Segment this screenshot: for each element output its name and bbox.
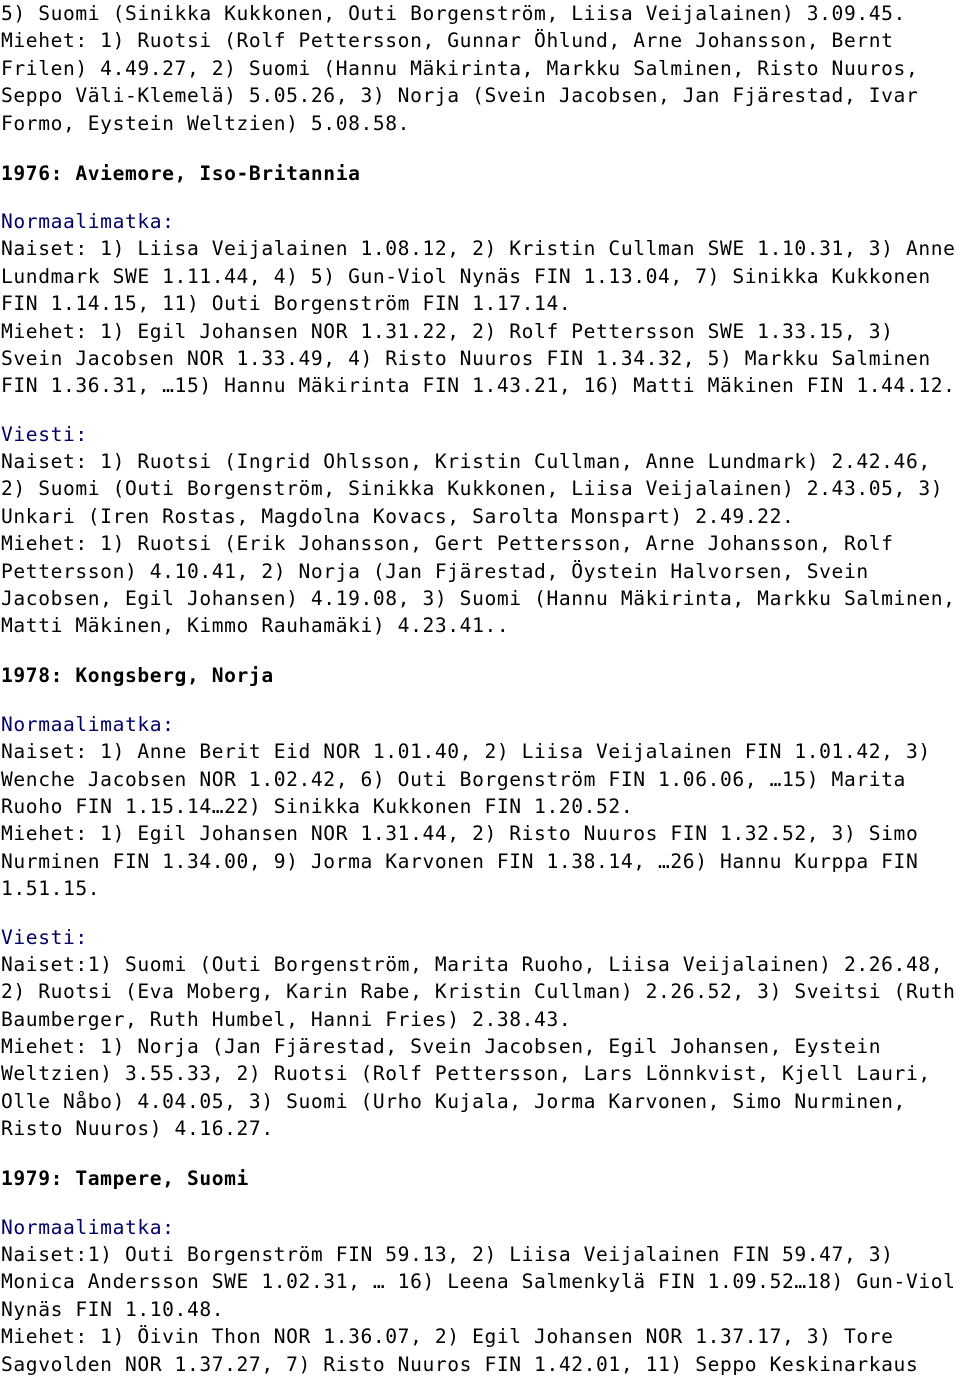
normal-distance-label: Normaalimatka: bbox=[1, 1215, 175, 1239]
text-line: 1.51.15. bbox=[1, 877, 101, 901]
previous-relay-results bbox=[1, 0, 960, 137]
text-line: FIN 1.14.15, 11) Outi Borgenström FIN 1.17.14. bbox=[1, 292, 572, 316]
text-line: FIN 1.36.31, …15) Hannu Mäkirinta FIN 1.43.21, 16) Matti Mäkinen FIN 1.44.12. bbox=[1, 374, 956, 398]
championship-1976 bbox=[1, 160, 960, 640]
text-line: Sagvolden NOR 1.37.27, 7) Risto Nuuros FIN 1.42.01, 11) Seppo Keskinarkaus bbox=[1, 1352, 919, 1376]
text-line: 2) Suomi (Outi Borgenström, Sinikka Kukkonen, Liisa Veijalainen) 2.43.05, 3) bbox=[1, 477, 944, 501]
text-line: Nynäs FIN 1.10.48. bbox=[1, 1297, 225, 1321]
text-line: Naiset:1) Suomi (Outi Borgenström, Marita Ruoho, Liisa Veijalainen) 2.26.48, bbox=[1, 952, 944, 976]
normal-distance-label: Normaalimatka: bbox=[1, 209, 175, 233]
text-line: Risto Nuuros) 4.16.27. bbox=[1, 1117, 274, 1141]
year-heading: 1976: Aviemore, Iso-Britannia bbox=[1, 161, 361, 185]
text-line: Naiset: 1) Anne Berit Eid NOR 1.01.40, 2) Liisa Veijalainen FIN 1.01.42, 3) bbox=[1, 740, 931, 764]
text-line: Naiset: 1) Liisa Veijalainen 1.08.12, 2) Kristin Cullman SWE 1.10.31, 3) Anne bbox=[1, 237, 956, 261]
text-line: Matti Mäkinen, Kimmo Rauhamäki) 4.23.41.. bbox=[1, 614, 510, 638]
text-line: Lundmark SWE 1.11.44, 4) 5) Gun-Viol Nynäs FIN 1.13.04, 7) Sinikka Kukkonen bbox=[1, 264, 931, 288]
relay-label: Viesti: bbox=[1, 422, 88, 446]
text-line: Nurminen FIN 1.34.00, 9) Jorma Karvonen FIN 1.38.14, …26) Hannu Kurppa FIN bbox=[1, 849, 919, 873]
text-line: Svein Jacobsen NOR 1.33.49, 4) Risto Nuuros FIN 1.34.32, 5) Markku Salminen bbox=[1, 346, 931, 370]
text-line: Baumberger, Ruth Humbel, Hanni Fries) 2.38.43. bbox=[1, 1007, 572, 1031]
text-line: Monica Andersson SWE 1.02.31, … 16) Leena Salmenkylä FIN 1.09.52…18) Gun-Viol bbox=[1, 1270, 956, 1294]
championship-1978 bbox=[1, 662, 960, 1142]
text-line: 2) Ruotsi (Eva Moberg, Karin Rabe, Kristin Cullman) 2.26.52, 3) Sveitsi (Ruth bbox=[1, 980, 956, 1004]
text-line: Miehet: 1) Ruotsi (Erik Johansson, Gert Pettersson, Arne Johansson, Rolf bbox=[1, 532, 894, 556]
text-line: Miehet: 1) Norja (Jan Fjärestad, Svein Jacobsen, Egil Johansen, Eystein bbox=[1, 1035, 882, 1059]
normal-distance-label: Normaalimatka: bbox=[1, 712, 175, 736]
text-line: Wenche Jacobsen NOR 1.02.42, 6) Outi Borgenström FIN 1.06.06, …15) Marita bbox=[1, 767, 906, 791]
text-line: Seppo Väli-Klemelä) 5.05.26, 3) Norja (Svein Jacobsen, Jan Fjärestad, Ivar bbox=[1, 84, 919, 108]
text-line: Frilen) 4.49.27, 2) Suomi (Hannu Mäkirinta, Markku Salminen, Risto Nuuros, bbox=[1, 56, 919, 80]
year-heading: 1979: Tampere, Suomi bbox=[1, 1167, 249, 1191]
text-line: 5) Suomi (Sinikka Kukkonen, Outi Borgenström, Liisa Veijalainen) 3.09.45. bbox=[1, 2, 906, 25]
text-line: Weltzien) 3.55.33, 2) Ruotsi (Rolf Pettersson, Lars Lönnkvist, Kjell Lauri, bbox=[1, 1062, 931, 1086]
text-line: Olle Nåbo) 4.04.05, 3) Suomi (Urho Kujala, Jorma Karvonen, Simo Nurminen, bbox=[1, 1089, 906, 1113]
text-line: Miehet: 1) Egil Johansen NOR 1.31.44, 2) Risto Nuuros FIN 1.32.52, 3) Simo bbox=[1, 822, 919, 846]
year-heading: 1978: Kongsberg, Norja bbox=[1, 664, 274, 688]
text-line: Pettersson) 4.10.41, 2) Norja (Jan Fjärestad, Öystein Halvorsen, Svein bbox=[1, 559, 869, 583]
text-line: Unkari (Iren Rostas, Magdolna Kovacs, Sarolta Monspart) 2.49.22. bbox=[1, 504, 795, 528]
text-line: Naiset: 1) Ruotsi (Ingrid Ohlsson, Kristin Cullman, Anne Lundmark) 2.42.46, bbox=[1, 450, 931, 474]
text-line: Miehet: 1) Egil Johansen NOR 1.31.22, 2) Rolf Pettersson SWE 1.33.15, 3) bbox=[1, 319, 894, 343]
text-line: Ruoho FIN 1.15.14…22) Sinikka Kukkonen FIN 1.20.52. bbox=[1, 794, 634, 818]
text-line: Naiset:1) Outi Borgenström FIN 59.13, 2) Liisa Veijalainen FIN 59.47, 3) bbox=[1, 1243, 894, 1267]
relay-label: Viesti: bbox=[1, 925, 88, 949]
championship-1979 bbox=[1, 1165, 960, 1378]
text-line: Miehet: 1) Öivin Thon NOR 1.36.07, 2) Egil Johansen NOR 1.37.17, 3) Tore bbox=[1, 1325, 894, 1349]
text-line: Miehet: 1) Ruotsi (Rolf Pettersson, Gunnar Öhlund, Arne Johansson, Bernt bbox=[1, 29, 894, 53]
text-line: Formo, Eystein Weltzien) 5.08.58. bbox=[1, 111, 411, 135]
text-line: Jacobsen, Egil Johansen) 4.19.08, 3) Suomi (Hannu Mäkirinta, Markku Salminen, bbox=[1, 587, 956, 611]
